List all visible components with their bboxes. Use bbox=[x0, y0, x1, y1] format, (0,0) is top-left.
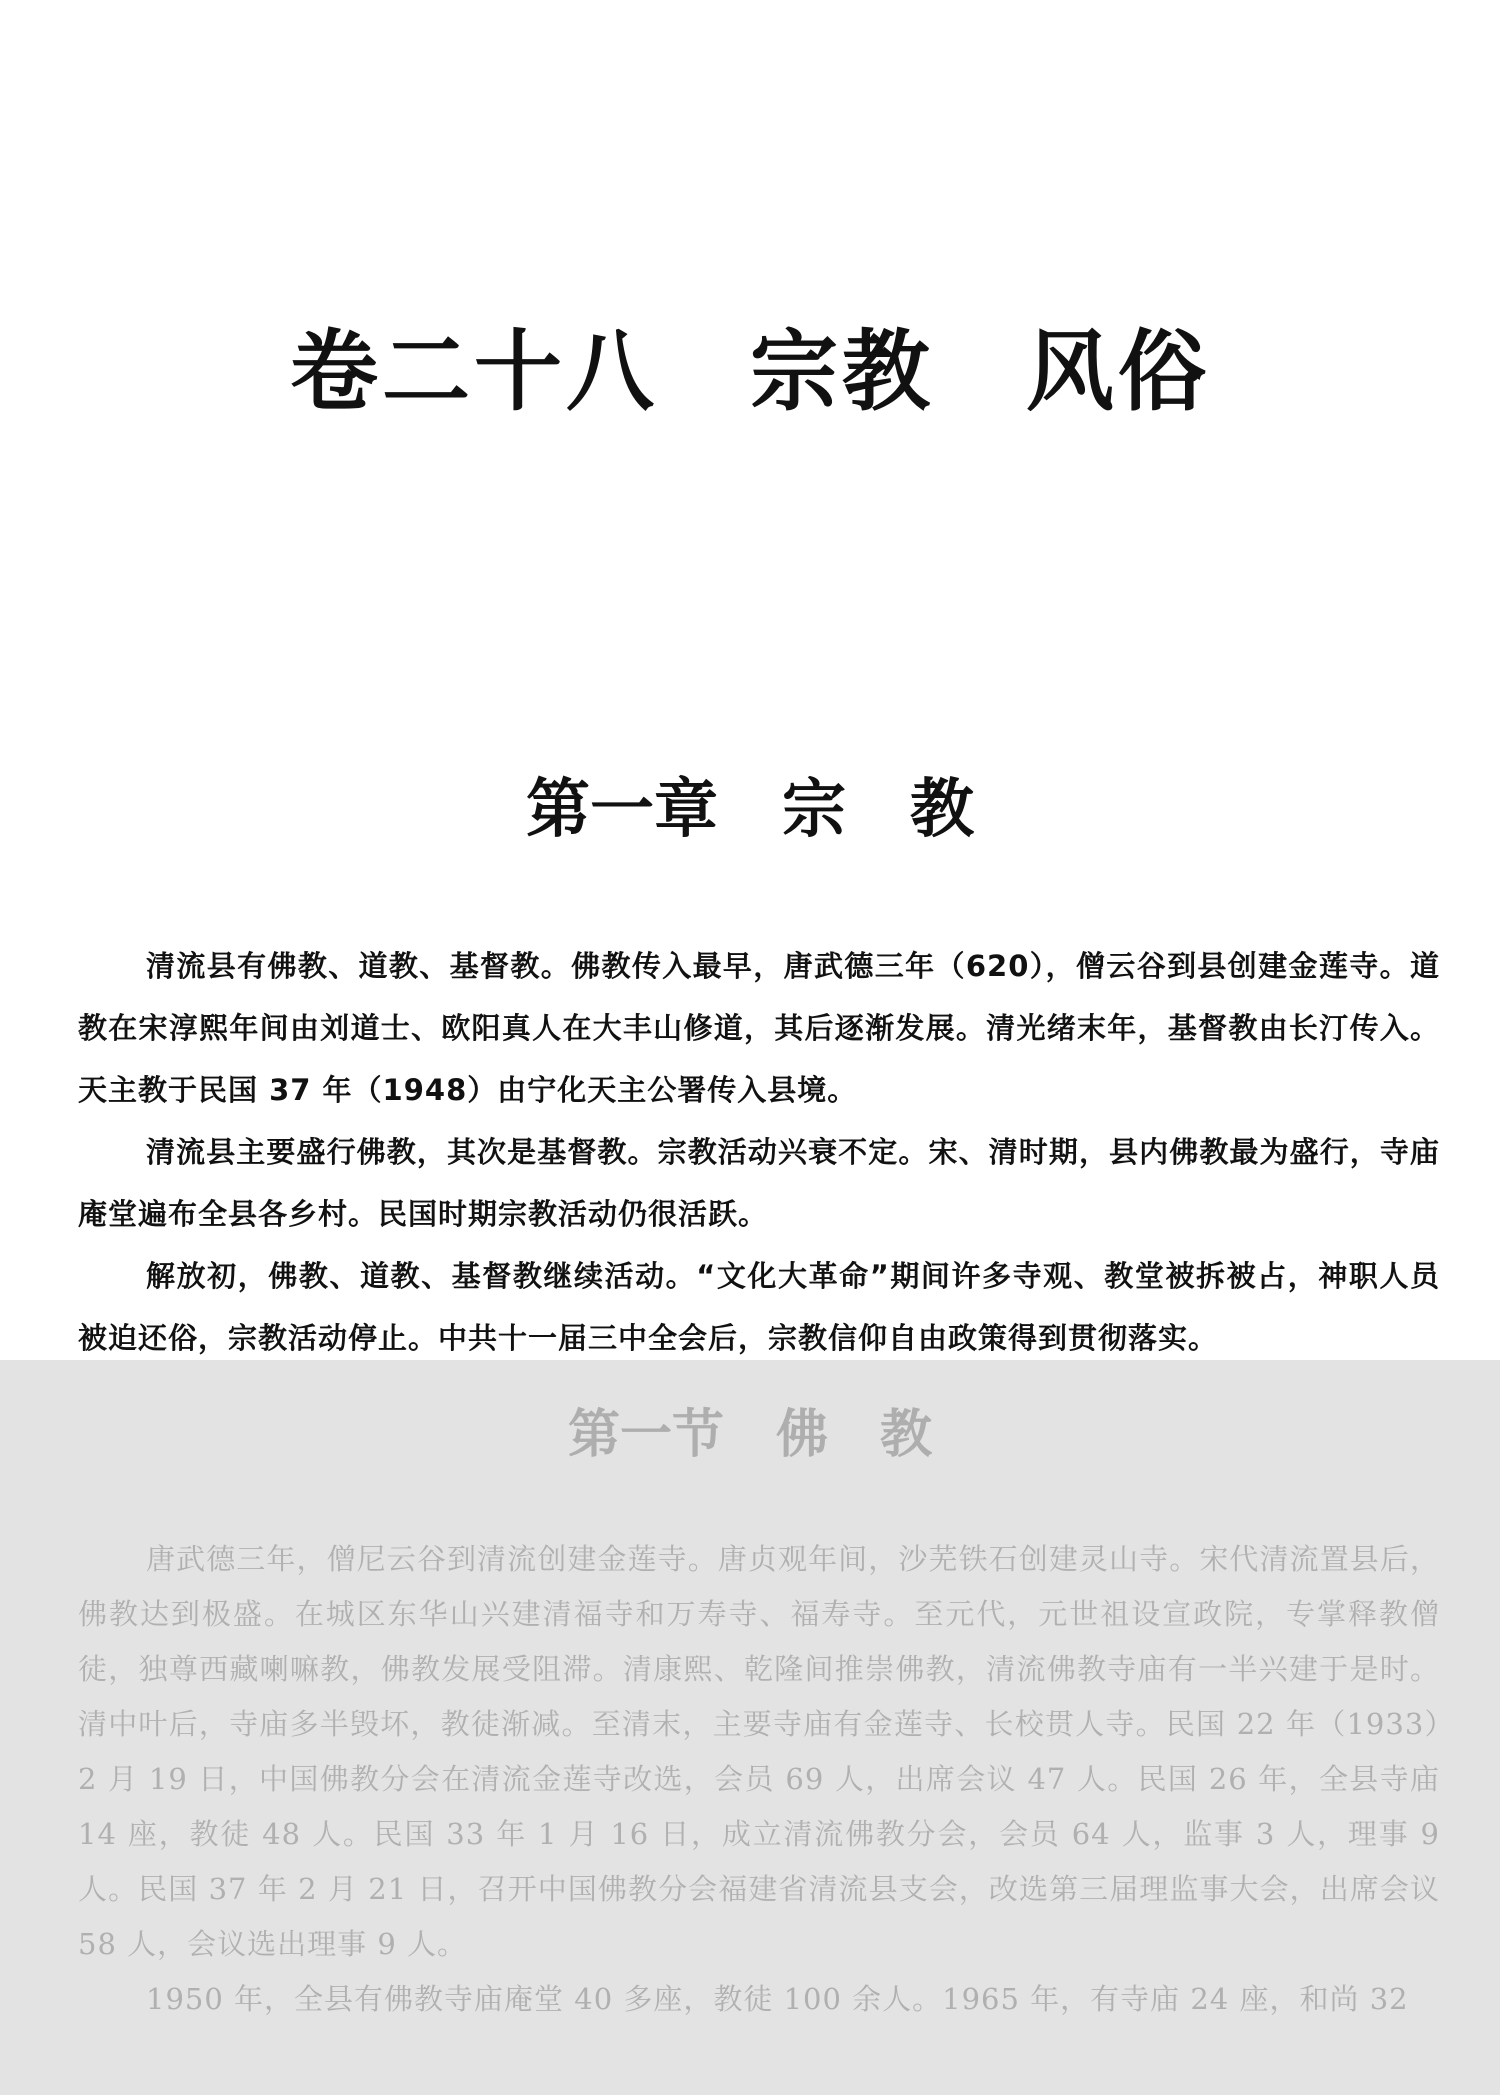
section-title: 第一节 佛 教 bbox=[567, 1404, 932, 1465]
chapter-paragraph: 解放初，佛教、道教、基督教继续活动。“文化大革命”期间许多寺观、教堂被拆被占，神职人员被迫还俗，宗教活动停止。中共十一届三中全会后，宗教信仰自由政策得到贯彻落实。 bbox=[78, 1259, 1440, 1355]
section-body bbox=[78, 1532, 1440, 2027]
volume-title: 卷二十八 宗教 风俗 bbox=[289, 320, 1210, 423]
section-paragraph: 1950 年，全县有佛教寺庙庵堂 40 多座，教徒 100 余人。1965 年，有寺庙 24 座，和尚 32 bbox=[146, 1982, 1409, 2016]
chapter-title: 第一章 宗 教 bbox=[526, 773, 974, 847]
section-paragraph: 唐武德三年，僧尼云谷到清流创建金莲寺。唐贞观年间，沙芜铁石创建灵山寺。宋代清流置县后，佛教达到极盛。在城区东华山兴建清福寺和万寿寺、福寿寺。至元代，元世祖设宣政院，专掌释教僧徒，独尊西藏喇嘛教，佛教发展受阻滞。清康熙、乾隆间推崇佛教，清流佛教寺庙有一半兴建于是时。清中叶后，寺庙多半毁坏，教徒渐减。至清末，主要寺庙有金莲寺、长校贯人寺。民国 22 年（1933）2 月 19 日，中国佛教分会在清流金莲寺改选，会员 69 人，出席会议 47 人。民国 26 年，全县寺庙 14 座，教徒 48 人。民国 33 年 1 月 16 日，成立清流佛教分会，会员 64 人，监事 3 人，理事 9 人。民国 37 年 2 月 21 日，召开中国佛教分会福建省清流县支会，改选第三届理监事大会，出席会议 58 人，会议选出理事 9 人。 bbox=[78, 1542, 1440, 1961]
chapter-paragraph: 清流县有佛教、道教、基督教。佛教传入最早，唐武德三年（620），僧云谷到县创建金莲寺。道教在宋淳熙年间由刘道士、欧阳真人在大丰山修道，其后逐渐发展。清光绪末年，基督教由长汀传入。天主教于民国 37 年（1948）由宁化天主公署传入县境。 bbox=[78, 949, 1440, 1107]
chapter-paragraph: 清流县主要盛行佛教，其次是基督教。宗教活动兴衰不定。宋、清时期，县内佛教最为盛行，寺庙庵堂遍布全县各乡村。民国时期宗教活动仍很活跃。 bbox=[78, 1135, 1440, 1231]
chapter-body bbox=[78, 935, 1440, 1369]
